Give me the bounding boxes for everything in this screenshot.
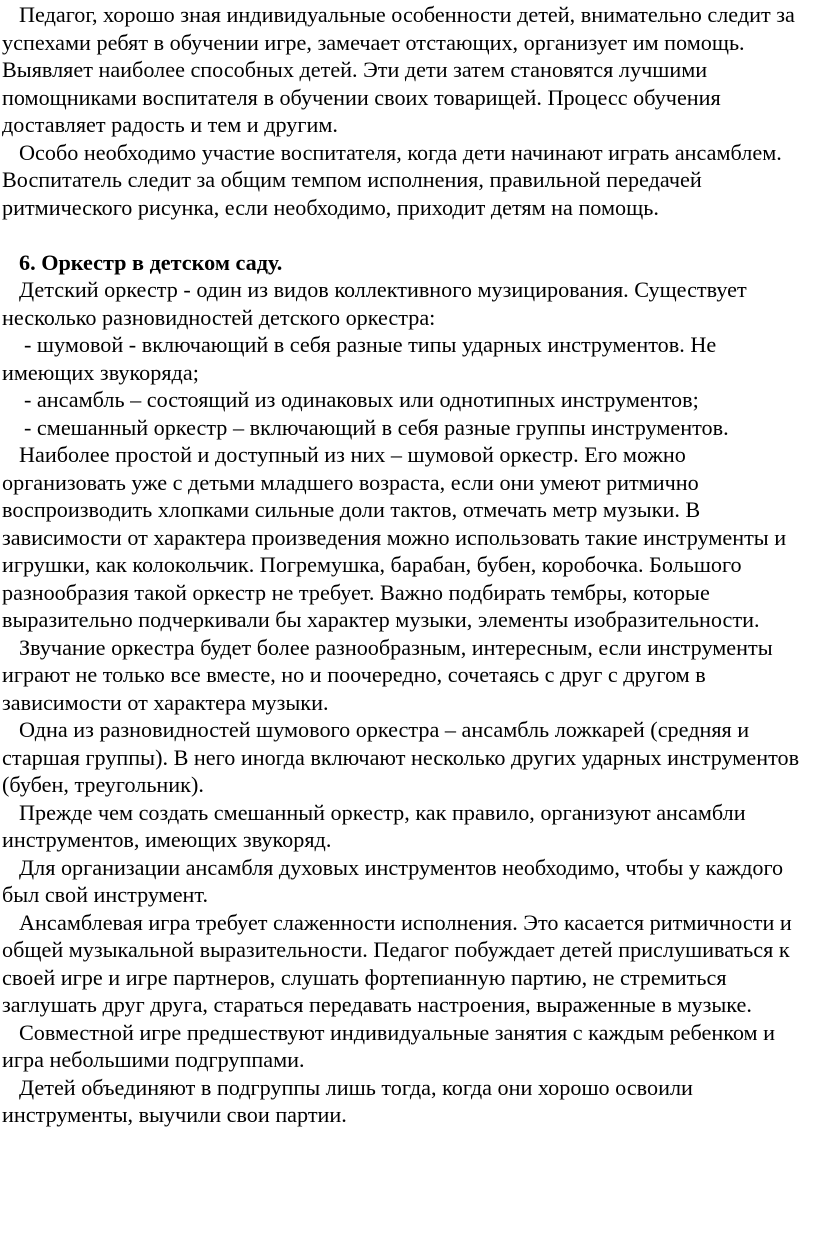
paragraph-joint-playing: Совместной игре предшествуют индивидуальные занятия с каждым ребенком и игра небольшими подгруппами. bbox=[2, 1019, 776, 1072]
paragraph-wind-ensemble: Для организации ансамбля духовых инструментов необходимо, чтобы у каждого был свой инструмент. bbox=[2, 854, 784, 907]
paragraph-mixed-orchestra: Прежде чем создать смешанный оркестр, как правило, организуют ансамбли инструментов, имеющих звукоряд. bbox=[2, 799, 746, 852]
blank-line bbox=[2, 221, 814, 249]
list-item-mixed-orchestra: - смешанный оркестр – включающий в себя разные группы инструментов. bbox=[24, 414, 729, 440]
section-heading: 6. Оркестр в детском саду. bbox=[19, 249, 283, 275]
paragraph-subgroups: Детей объединяют в подгруппы лишь тогда, когда они хорошо освоили инструменты, выучили свои партии. bbox=[2, 1074, 693, 1127]
paragraph-ensemble-participation: Особо необходимо участие воспитателя, когда дети начинают играть ансамблем. Воспитатель следит за общим темпом исполнения, правильной передачей ритмического рисунка, если необходимо, приходит детям на помощь. bbox=[2, 139, 782, 220]
paragraph-orchestra-intro: Детский оркестр - один из видов коллективного музицирования. Существует несколько разновидностей детского оркестра: bbox=[2, 277, 747, 330]
paragraph-teacher-individual: Педагог, хорошо зная индивидуальные особенности детей, внимательно следит за успехами ребят в обучении игре, замечает отстающих, организует им помощь. Выявляет наиболее способных детей. Эти дети затем становятся лучшими помощниками воспитателя в обучении своих товарищей. Процесс обучения доставляет радость и тем и другим. bbox=[2, 2, 795, 137]
paragraph-noise-orchestra-simple: Наиболее простой и доступный из них – шумовой оркестр. Его можно организовать уже с детьми младшего возраста, если они умеют ритмично воспроизводить хлопками сильные доли тактов, отмечать метр музыки. В зависимости от характера произведения можно использовать такие инструменты и игрушки, как колокольчик. Погремушка, барабан, бубен, коробочка. Большого разнообразия такой оркестр не требует. Важно подбирать тембры, которые выразительно подчеркивали бы характер музыки, элементы изобразительности. bbox=[2, 442, 787, 632]
paragraph-ensemble-playing: Ансамблевая игра требует слаженности исполнения. Это касается ритмичности и общей музыкальной выразительности. Педагог побуждает детей прислушиваться к своей игре и игре партнеров, слушать фортепианную партию, не стремиться заглушать друг друга, стараться передавать настроения, выраженные в музыке. bbox=[2, 909, 792, 1017]
document-page bbox=[0, 1, 816, 1239]
paragraph-orchestra-sound: Звучание оркестра будет более разнообразным, интересным, если инструменты играют не только все вместе, но и поочередно, сочетаясь с друг с другом в зависимости от характера музыки. bbox=[2, 634, 773, 715]
list-item-noise-orchestra: - шумовой - включающий в себя разные типы ударных инструментов. Не имеющих звукоряда; bbox=[2, 332, 717, 385]
list-item-ensemble: - ансамбль – состоящий из одинаковых или однотипных инструментов; bbox=[24, 387, 699, 412]
paragraph-spoon-ensemble: Одна из разновидностей шумового оркестра – ансамбль ложкарей (средняя и старшая группы). В него иногда включают несколько других ударных инструментов (бубен, треугольник). bbox=[2, 717, 800, 797]
